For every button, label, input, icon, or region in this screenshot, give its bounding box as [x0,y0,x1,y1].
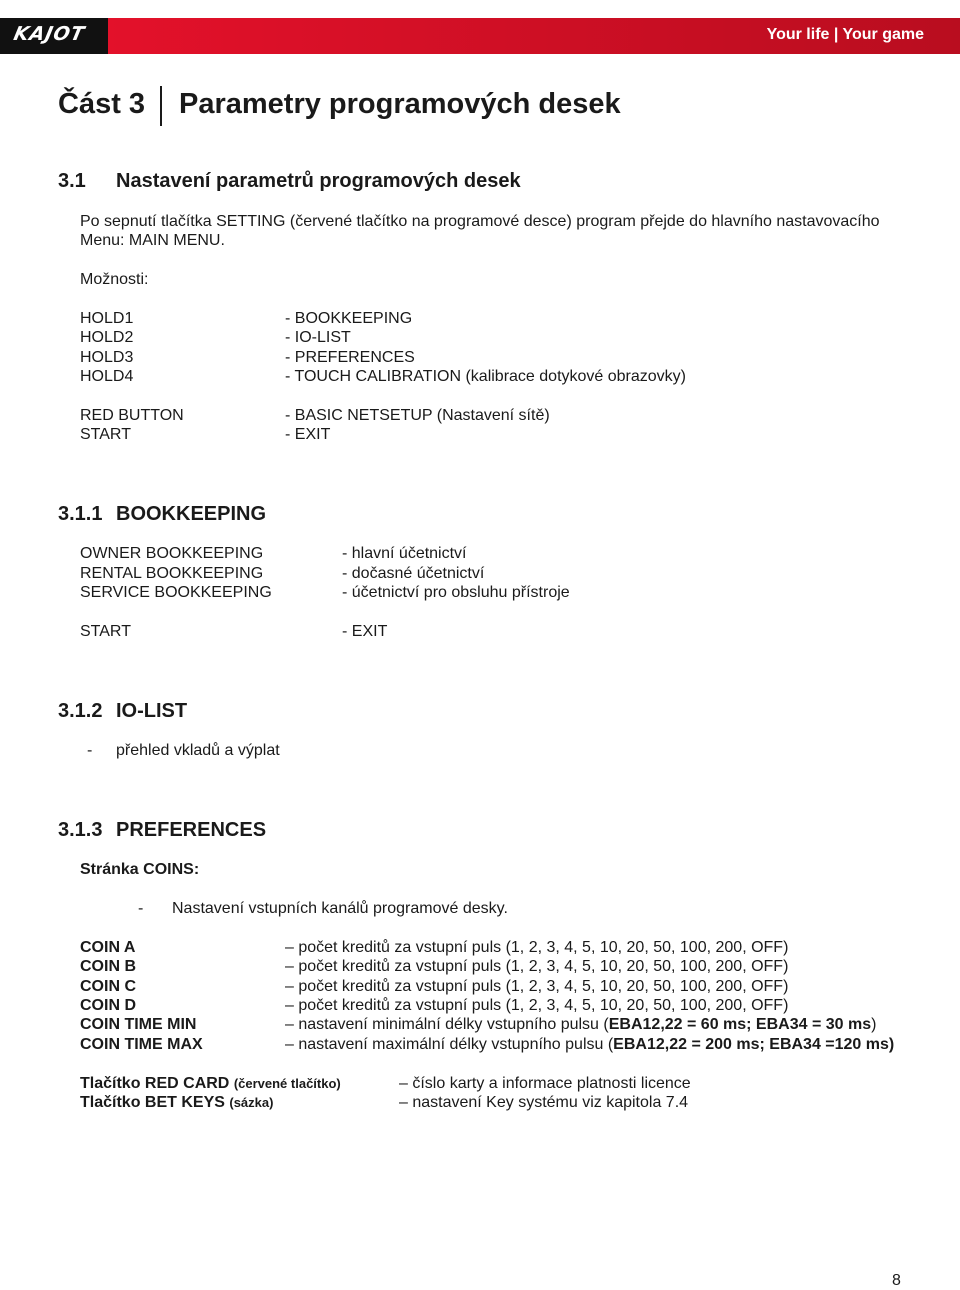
option-key: HOLD4 [80,368,134,385]
list-dash: - [138,900,144,917]
option-value: - IO-LIST [285,329,351,346]
red-card-note: (červené tlačítko) [233,1076,341,1091]
section-title: Nastavení parametrů programových desek [116,170,521,192]
option-key: HOLD1 [80,310,134,327]
option-key: HOLD2 [80,329,134,346]
section-number: 3.1.3 [58,819,103,841]
section-title: IO-LIST [116,700,188,722]
coin-time-min-value [285,1015,876,1035]
red-card-value: – číslo karty a informace platnosti licence [399,1075,691,1092]
option-key: START [80,426,131,443]
intro-line: Po sepnutí tlačítka SETTING (červené tlačítko na programové desce) program přejde do hlavního nastavovacího [80,213,880,230]
bookkeeping-value: - dočasné účetnictví [342,565,485,582]
coin-time-min-key: COIN TIME MIN [80,1016,197,1033]
coin-value: – počet kreditů za vstupní puls (1, 2, 3, 4, 5, 10, 20, 50, 100, 200, OFF) [285,939,789,956]
section-number: 3.1.2 [58,700,103,722]
option-key: RED BUTTON [80,407,184,424]
section-title: PREFERENCES [116,819,267,841]
page-header [0,18,960,54]
coin-time-min-bold: EBA12,22 = 60 ms; EBA34 = 30 ms [608,1016,872,1033]
section-title: BOOKKEEPING [116,503,267,525]
bet-keys-value: – nastavení Key systému viz kapitola 7.4 [399,1094,689,1111]
option-value: - PREFERENCES [285,349,415,366]
option-value: - BOOKKEEPING [285,310,413,327]
slogan: Your life | Your game [766,26,924,43]
red-card-key [80,1074,341,1094]
section-number: 3.1 [58,170,86,192]
option-value: - BASIC NETSETUP (Nastavení sítě) [285,407,550,424]
bookkeeping-key: OWNER BOOKKEEPING [80,545,264,562]
section-number: 3.1.1 [58,503,103,525]
intro-line: Menu: MAIN MENU. [80,232,225,249]
coin-key: COIN A [80,939,136,956]
bookkeeping-key: SERVICE BOOKKEEPING [80,584,272,601]
bookkeeping-value: - EXIT [342,623,388,640]
option-key: HOLD3 [80,349,134,366]
coin-key: COIN B [80,958,136,975]
list-dash: - [87,742,93,759]
coin-time-max-value [285,1035,894,1055]
coin-key: COIN C [80,978,136,995]
logo [0,18,108,54]
coin-time-min-prefix: – nastavení minimální délky vstupního pulsu ( [285,1016,609,1033]
bet-keys-label: Tlačítko BET KEYS [80,1094,225,1111]
coin-key: COIN D [80,997,136,1014]
red-card-label: Tlačítko RED CARD [80,1075,230,1092]
chapter-divider [160,86,162,126]
coin-value: – počet kreditů za vstupní puls (1, 2, 3, 4, 5, 10, 20, 50, 100, 200, OFF) [285,978,789,995]
coin-time-max-key: COIN TIME MAX [80,1036,203,1053]
bet-keys-key [80,1093,273,1113]
bookkeeping-value: - účetnictví pro obsluhu přístroje [342,584,570,601]
chapter-title: Parametry programových desek [179,88,621,120]
option-value: - TOUCH CALIBRATION (kalibrace dotykové obrazovky) [285,368,687,385]
logo-text: KAJOT [11,23,87,45]
coin-time-max-bold: EBA12,22 = 200 ms; EBA34 =120 ms) [613,1036,895,1053]
option-value: - EXIT [285,426,331,443]
bookkeeping-key: START [80,623,131,640]
bookkeeping-value: - hlavní účetnictví [342,545,467,562]
coin-value: – počet kreditů za vstupní puls (1, 2, 3, 4, 5, 10, 20, 50, 100, 200, OFF) [285,958,789,975]
bookkeeping-key: RENTAL BOOKKEEPING [80,565,264,582]
page-number: 8 [892,1272,901,1289]
coins-page-label: Stránka COINS: [80,861,200,878]
coin-time-max-prefix: – nastavení maximální délky vstupního pulsu ( [285,1036,614,1053]
chapter-number: Část 3 [58,88,146,120]
coin-value: – počet kreditů za vstupní puls (1, 2, 3, 4, 5, 10, 20, 50, 100, 200, OFF) [285,997,789,1014]
coin-time-min-suffix: ) [871,1016,877,1033]
iolist-text: přehled vkladů a výplat [116,742,280,759]
bet-keys-note: (sázka) [229,1095,274,1110]
options-label: Možnosti: [80,271,149,288]
coins-description: Nastavení vstupních kanálů programové desky. [172,900,508,917]
header-band [108,18,960,54]
